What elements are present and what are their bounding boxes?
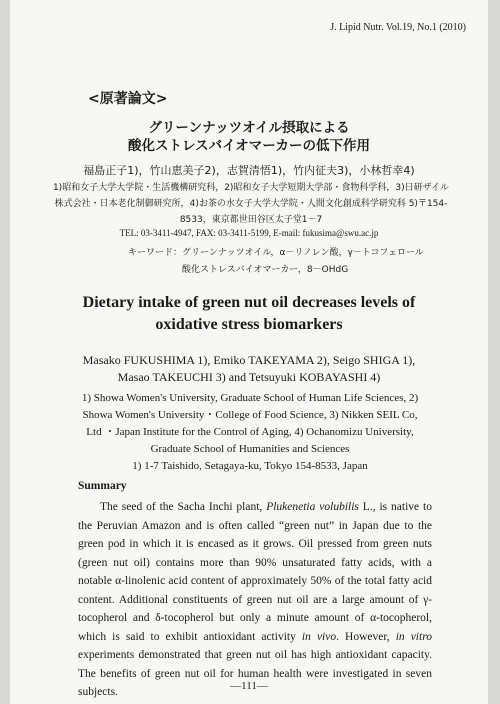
summary-text-4: experiments demonstrated that green nut oil has high antioxidant capacity. The benefits of green nut oil for human health were investigated in seven subjects. [78, 649, 432, 698]
authors-jp: 福島正子1)，竹山恵美子2)，志賀清悟1)，竹内征夫3)，小林哲幸4) [83, 164, 415, 177]
title-jp-line2: 酸化ストレスバイオマーカーの低下作用 [128, 138, 370, 154]
address-en: 1) 1-7 Taishido, Setagaya-ku, Tokyo 154-8533, Japan [132, 460, 368, 472]
keywords [128, 245, 424, 279]
summary-paragraph [78, 498, 432, 702]
title-en-line1: Dietary intake of green nut oil decreases levels of [82, 294, 416, 311]
authors-en-line1: Masako FUKUSHIMA 1), Emiko TAKEYAMA 2), Seigo SHIGA 1), [82, 353, 416, 367]
title-jp-line1: グリーンナッツオイル摂取による [148, 120, 350, 136]
summary-body [78, 498, 432, 702]
section-label: <原著論文> [88, 91, 168, 107]
affiliations-en [80, 390, 420, 475]
keywords-line2: 酸化ストレスバイオマーカー，8－OHdG [182, 265, 349, 275]
authors-en-line2: Masao TAKEUCHI 3) and Tetsuyuki KOBAYASHI 4) [117, 370, 381, 384]
journal-page [10, 0, 488, 704]
journal-header: J. Lipid Nutr. Vol.19, No.1 (2010) [330, 22, 466, 33]
summary-text-2: L., is native to the Peruvian Amazon and is often called “green nut” in Japan due to the green pod in which it is encased as it grows. Oil pressed from green nuts (green nut oil) contains more than 90% unsaturated fatty acids, with a notable α-linolenic acid content of approximately 50% of the total fatty acid content. Additional constituents of green nut oil are a large amount of γ-tocopherol and δ-tocopherol but only a minute amount of α-tocopherol, which is said to exhibit antioxidant activity [78, 501, 432, 643]
affiliations-jp: 1)昭和女子大学大学院・生活機構研究科，2)昭和女子大学短期大学部・食物科学科，3)日研ザイル株式会社・日本老化制御研究所，4)お茶の水女子大学大学院・人間文化創成科学研究科 5)〒154-8533，東京都世田谷区太子堂1－7 [52, 183, 450, 225]
in-vitro-term: in vitro [395, 630, 432, 643]
in-vivo-term: in vivo [301, 630, 337, 643]
authors-en [10, 352, 488, 386]
contact-info: TEL: 03-3411-4947, FAX: 03-3411-5199, E-mail: fukusima@swu.ac.jp [119, 228, 379, 238]
page-number: —111— [230, 680, 268, 692]
summary-heading: Summary [78, 480, 127, 492]
summary-text-3: . However, [336, 630, 396, 643]
species-name: Plukenetia volubilis [266, 501, 359, 513]
summary-text-1: The seed of the Sacha Inchi plant, [100, 501, 267, 513]
keywords-line1: キーワード：グリーンナッツオイル，α－リノレン酸，γ－トコフェロール [128, 248, 424, 258]
affiliations-en-text: 1) Showa Women's University, Graduate School of Human Life Sciences, 2) Showa Women's University・College of Food Science, 3) Nikken SEIL Co, Ltd ・Japan Institute for the Control of Aging, 4) Ochanomizu University, Graduate School of Humanities and Sciences [81, 392, 419, 455]
title-en-line2: oxidative stress biomarkers [155, 316, 343, 333]
